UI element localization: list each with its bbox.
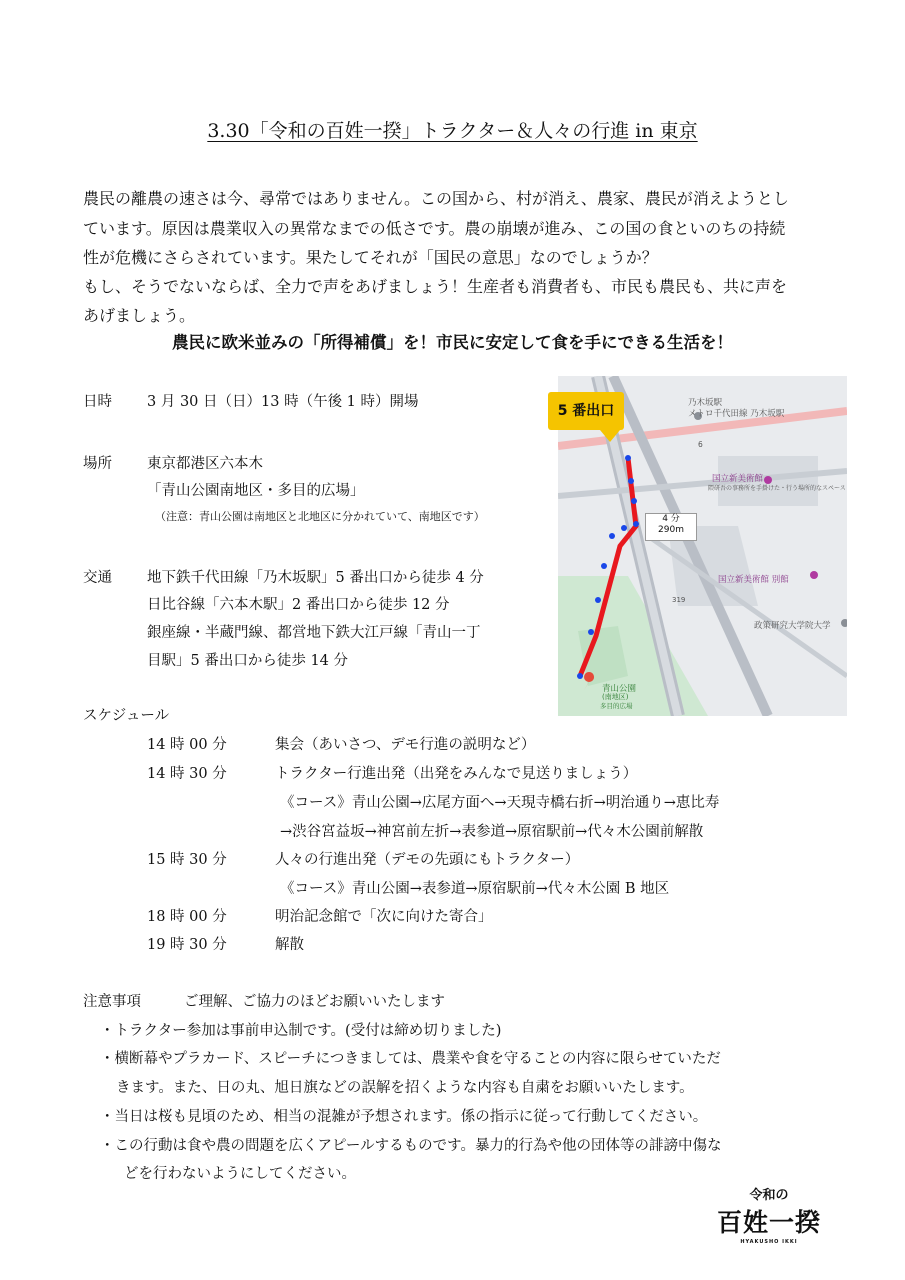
map-label-route-no2: 6	[698, 440, 703, 449]
map-label-museum-sub: 隈研吾の事務所を手掛けた・行う場所的なスペース	[708, 485, 846, 492]
access-line: 目駅」5 番出口から徒歩 14 分	[147, 653, 349, 669]
note-item-cont: どを行わないようにしてください。	[124, 1166, 356, 1182]
schedule-desc: 人々の行進出発（デモの先頭にもトラクター）	[275, 852, 580, 868]
map-label-station: 乃木坂駅	[688, 398, 723, 408]
access-label: 交通	[83, 570, 112, 586]
schedule-course: →渋谷宮益坂→神宮前左折→表参道→原宿駅前→代々木公園前解散	[280, 824, 704, 840]
place-label: 場所	[83, 456, 112, 472]
exit-callout: 5 番出口	[548, 392, 624, 430]
note-item: ・トラクター参加は事前申込制です。(受付は締め切りました)	[100, 1023, 502, 1039]
hyakusho-ikki-logo	[714, 1184, 824, 1245]
note-item: ・この行動は食や農の問題を広くアピールするものです。暴力的行為や他の団体等の誹謗中傷な	[100, 1138, 722, 1154]
map-label-route-no: 319	[672, 596, 686, 604]
map-label-park: 青山公園	[602, 684, 637, 694]
place-address: 東京都港区六本木	[147, 456, 263, 472]
walk-distance: 290m	[658, 525, 684, 535]
logo-line3: HYAKUSHO IKKI	[740, 1239, 798, 1245]
intro-line: もし、そうでないならば、全力で声をあげましょう！生産者も消費者も、市民も農民も、共に声を	[83, 277, 788, 296]
map-label-grips: 政策研究大学院大学	[754, 621, 831, 631]
place-note: （注意：青山公園は南地区と北地区に分かれていて、南地区です）	[155, 510, 485, 523]
schedule-time: 14 時 00 分	[147, 737, 227, 753]
map-label-park-sub2: 多目的広場	[600, 702, 633, 710]
map-label-museum-annex: 国立新美術館 別館	[718, 575, 789, 585]
access-line: 地下鉄千代田線「乃木坂駅」5 番出口から徒歩 4 分	[147, 570, 484, 586]
map-label-museum: 国立新美術館	[712, 474, 764, 484]
walk-time-badge	[645, 513, 697, 541]
note-item: ・当日は桜も見頃のため、相当の混雑が予想されます。係の指示に従って行動してください。	[100, 1109, 708, 1125]
intro-line: 性が危機にさらされています。果たしてそれが「国民の意思」なのでしょうか？	[83, 248, 658, 267]
place-venue: 「青山公園南地区・多目的広場」	[147, 483, 365, 499]
slogan: 農民に欧米並みの「所得補償」を！市民に安定して食を手にできる生活を！	[172, 333, 733, 352]
intro-line: あげましょう。	[83, 306, 196, 325]
datetime-label: 日時	[83, 394, 112, 410]
schedule-time: 19 時 30 分	[147, 937, 227, 953]
map-label-park-sub: (南地区)	[602, 693, 629, 701]
schedule-desc: 集会（あいさつ、デモ行進の説明など）	[275, 737, 536, 753]
logo-line2: 百姓一揆	[716, 1208, 821, 1237]
schedule-course: 《コース》青山公園→表参道→原宿駅前→代々木公園 B 地区	[280, 881, 670, 897]
schedule-time: 15 時 30 分	[147, 852, 227, 868]
walk-time: 4 分	[662, 514, 680, 524]
schedule-desc: トラクター行進出発（出発をみんなで見送りましょう）	[275, 766, 638, 782]
map-label-station-line: メトロ千代田線 乃木坂駅	[688, 409, 785, 419]
access-line: 銀座線・半蔵門線、都営地下鉄大江戸線「青山一丁	[147, 625, 481, 641]
schedule-desc: 明治記念館で「次に向けた寄合」	[275, 909, 493, 925]
logo-line1: 令和の	[749, 1188, 789, 1203]
page-title: 3.30「令和の百姓一揆」トラクター＆人々の行進 in 東京	[207, 120, 698, 142]
schedule-label: スケジュール	[83, 708, 170, 724]
access-line: 日比谷線「六本木駅」2 番出口から徒歩 12 分	[147, 597, 450, 613]
schedule-time: 14 時 30 分	[147, 766, 227, 782]
note-item-cont: きます。また、日の丸、旭日旗などの誤解を招くような内容も自粛をお願いいたします。	[116, 1080, 694, 1096]
schedule-desc: 解散	[275, 937, 304, 953]
datetime-value: 3 月 30 日（日）13 時（午後 1 時）開場	[147, 394, 419, 410]
schedule-time: 18 時 00 分	[147, 909, 227, 925]
intro-line: ています。原因は農業収入の異常なまでの低さです。農の崩壊が進み、この国の食といのちの持続	[83, 219, 786, 238]
notes-intro: ご理解、ご協力のほどお願いいたします	[184, 994, 445, 1010]
note-item: ・横断幕やプラカード、スピーチにつきましては、農業や食を守ることの内容に限らせていただ	[100, 1051, 721, 1067]
intro-line: 農民の離農の速さは今、尋常ではありません。この国から、村が消え、農家、農民が消えようとし	[83, 189, 789, 208]
notes-label: 注意事項	[83, 994, 141, 1010]
schedule-course: 《コース》青山公園→広尾方面へ→天現寺橋右折→明治通り→恵比寿	[280, 795, 720, 811]
